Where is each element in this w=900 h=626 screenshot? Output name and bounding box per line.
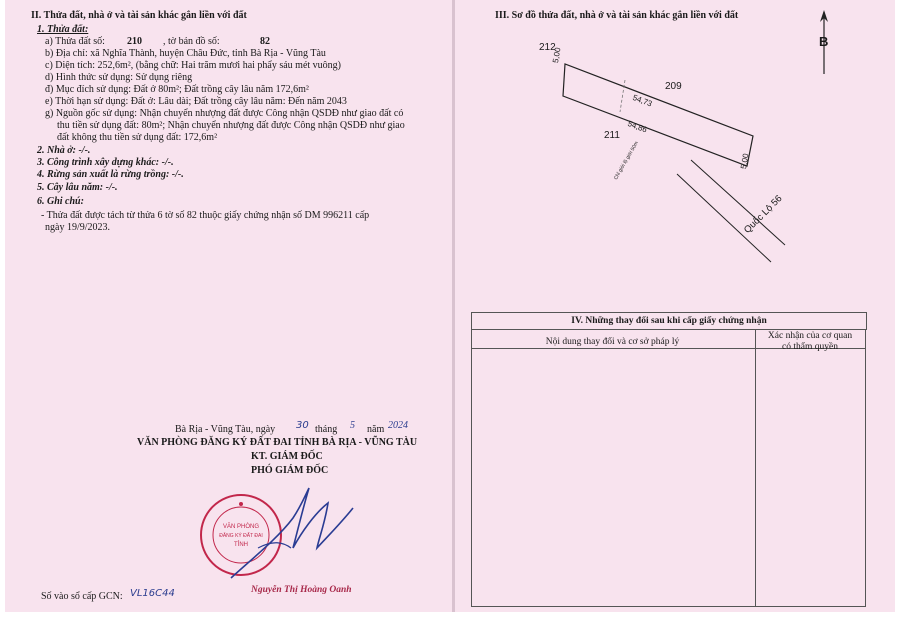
planted-forest-section: 4. Rừng sản xuất là rừng trồng: -/-. bbox=[37, 169, 184, 180]
content-column-header: Nội dung thay đổi và cơ sở pháp lý bbox=[545, 337, 680, 347]
dimension-west: 5,00 bbox=[550, 46, 563, 64]
use-origin-line-3: đất không thu tiền sử dụng đất: 172,6m² bbox=[57, 132, 218, 143]
north-label: B bbox=[819, 34, 829, 49]
area: c) Diện tích: 252,6m², (bằng chữ: Hai trăm mươi hai phẩy sáu mét vuông) bbox=[45, 60, 342, 71]
section-ii-title: II. Thửa đất, nhà ở và tài sản khác gắn liền với đất bbox=[31, 10, 247, 21]
changes-table-title: IV. Những thay đổi sau khi cấp giấy chứng nhận bbox=[471, 312, 867, 330]
kt-director: KT. GIÁM ĐỐC bbox=[251, 451, 323, 462]
registration-book-number: VL16C44 bbox=[130, 588, 175, 599]
parcel-heading: 1. Thửa đất: bbox=[37, 24, 89, 35]
use-term: e) Thời hạn sử dụng: Đất ở: Lâu dài; Đất trồng cây lâu năm: Đến năm 2043 bbox=[45, 96, 347, 107]
parcel-211-label: 211 bbox=[604, 130, 620, 141]
notes-heading: 6. Ghi chú: bbox=[37, 196, 84, 207]
other-construction-section: 3. Công trình xây dựng khác: -/-. bbox=[37, 157, 174, 168]
section-iii-title: III. Sơ đồ thửa đất, nhà ở và tài sản khác gắn liền với đất bbox=[495, 10, 739, 21]
use-purpose: đ) Mục đích sử dụng: Đất ở 80m²; Đất trồng cây lâu năm 172,6m² bbox=[45, 84, 309, 95]
right-page bbox=[455, 0, 895, 612]
signer-name: Nguyễn Thị Hoàng Oanh bbox=[251, 585, 352, 595]
dimension-north: 54,73 bbox=[631, 92, 654, 109]
address: b) Địa chỉ: xã Nghĩa Thành, huyện Châu Đức, tỉnh Bà Rịa - Vũng Tàu bbox=[45, 48, 326, 59]
note-line-1: - Thửa đất được tách từ thửa 6 tờ số 82 thuộc giấy chứng nhận số DM 996211 cấp bbox=[41, 210, 370, 221]
note-line-2: ngày 19/9/2023. bbox=[45, 222, 110, 233]
authority-column-header-line-2: có thẩm quyền bbox=[782, 342, 838, 352]
authority-column-header-line-1: Xác nhận của cơ quan bbox=[767, 331, 853, 341]
changes-content-column bbox=[471, 329, 756, 607]
signature bbox=[223, 478, 363, 588]
left-page bbox=[5, 0, 452, 612]
perennial-tree-section: 5. Cây lâu năm: -/-. bbox=[37, 182, 118, 193]
map-sheet-number: 82 bbox=[260, 36, 270, 47]
issue-day: 30 bbox=[296, 420, 309, 431]
parcel-number: 210 bbox=[127, 36, 142, 47]
authority-confirmation-column bbox=[755, 329, 866, 607]
road-label: Quốc Lộ 56 bbox=[742, 193, 785, 236]
deputy-director: PHÓ GIÁM ĐỐC bbox=[251, 465, 329, 476]
use-origin-line-1: g) Nguồn gốc sử dụng: Nhận chuyển nhượng đất được Công nhận QSDĐ như giao đất có bbox=[45, 108, 404, 119]
issue-month: 5 bbox=[350, 420, 355, 431]
month-label: tháng bbox=[315, 424, 338, 435]
use-origin-line-2: thu tiền sử dụng đất: 80m²; Nhận chuyển nhượng đất được Công nhận QSDĐ như giao bbox=[57, 120, 405, 131]
dimension-east: 5,00 bbox=[738, 152, 751, 170]
boundary-label: Chỉ giới lộ giới 50m bbox=[613, 140, 640, 181]
svg-text:VĂN PHÒNG: VĂN PHÒNG bbox=[222, 524, 260, 530]
dimension-south: 54,86 bbox=[626, 118, 649, 135]
use-form: d) Hình thức sử dụng: Sử dụng riêng bbox=[45, 72, 193, 83]
svg-text:TỈNH: TỈNH bbox=[234, 542, 248, 548]
map-sheet-label: , tờ bản đồ số: bbox=[163, 36, 220, 47]
parcel-number-label: a) Thửa đất số: bbox=[45, 36, 105, 47]
issue-year: 2024 bbox=[388, 420, 408, 431]
parcel-212-label: 212 bbox=[539, 42, 556, 53]
house-section: 2. Nhà ở: -/-. bbox=[37, 145, 91, 156]
parcel-map bbox=[455, 0, 895, 300]
issuing-office: VĂN PHÒNG ĐĂNG KÝ ĐẤT ĐAI TỈNH BÀ RỊA - VŨNG TÀU bbox=[137, 437, 418, 448]
changes-table bbox=[471, 312, 867, 608]
year-label: năm bbox=[367, 424, 385, 435]
svg-text:ĐĂNG KÝ ĐẤT ĐAI: ĐĂNG KÝ ĐẤT ĐAI bbox=[219, 533, 263, 539]
issue-place: Bà Rịa - Vũng Tàu, ngày bbox=[175, 424, 276, 435]
registration-book-label: Số vào sổ cấp GCN: bbox=[41, 591, 123, 602]
parcel-209-label: 209 bbox=[665, 81, 682, 92]
